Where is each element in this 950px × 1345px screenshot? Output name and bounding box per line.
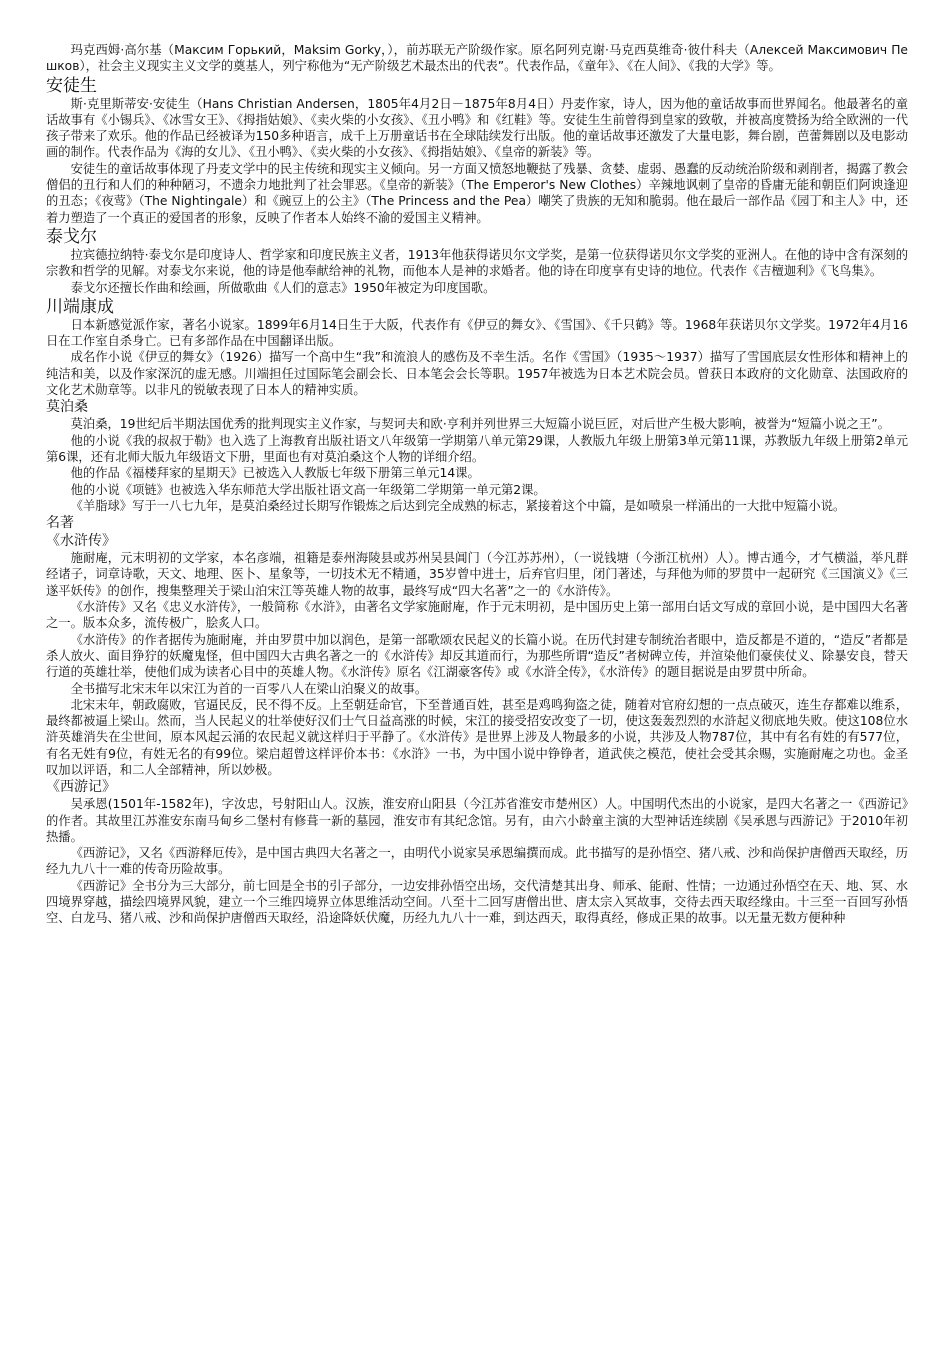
kawabata-section [46,297,908,398]
maupassant-paragraph-5: 《羊脂球》写于一八七九年，是莫泊桑经过长期写作锻炼之后达到完全成熟的标志，紧接着这个中篇，是如喷泉一样涌出的一大批中短篇小说。 [70,498,846,513]
gorky-section [46,42,908,75]
xiyou-paragraph-3: 《西游记》全书分为三大部分，前七回是全书的引子部分，一边安排孙悟空出场，交代清楚其出身、师承、能耐、性情；一边通过孙悟空在天、地、冥、水四境界穿越，描绘四境界风貌，建立一个三维四境界立体思维活动空间。八至十二回写唐僧出世、唐太宗入冥故事，交待去西天取经缘由。十三至一百回写孙悟空、白龙马、猪八戒、沙和尚保护唐僧西天取经，沿途降妖伏魔，历经九九八十一难，到达西天，取得真经，修成正果的故事。以无量无数方便种种 [46,878,908,926]
shuihu-paragraph-4: 全书描写北宋末年以宋江为首的一百零八人在梁山泊聚义的故事。 [70,681,428,696]
xiyou-paragraph-1: 吴承恩(1501年-1582年)，字汝忠，号射阳山人。汉族，淮安府山阳县（今江苏省淮安市楚州区）人。中国明代杰出的小说家，是四大名著之一《西游记》的作者。其故里江苏淮安东南马甸乡二堡村有修葺一新的墓园，淮安市有其纪念馆。另有，由六小龄童主演的大型神话连续剧《吴承恩与西游记》于2010年初热播。 [46,797,908,844]
andersen-heading: 安徒生 [46,75,97,96]
shuihu-paragraph-1: 施耐庵，元末明初的文学家，本名彦端，祖籍是泰州海陵县或苏州吴县阊门（今江苏苏州），（一说钱塘（今浙江杭州）人）。博古通今，才气横溢，举凡群经诸子，词章诗歌，天文、地理、医卜、星象等，一切技术无不精通，35岁曾中进士，后弃官归里，闭门著述，与拜他为师的罗贯中一起研究《三国演义》《三遂平妖传》的创作，搜集整理关于梁山泊宋江等英雄人物的故事，最终写成“四大名著”之一的《水浒传》。 [46,551,908,598]
classics-heading: 名著 [46,515,74,532]
maupassant-paragraph-4: 他的小说《项链》也被选入华东师范大学出版社语文高一年级第二学期第一单元第2课。 [70,482,546,497]
shuihu-paragraph-2: 《水浒传》又名《忠义水浒传》，一般简称《水浒》，由著名文学家施耐庵，作于元末明初，是中国历史上第一部用白话文写成的章回小说，是中国四大名著之一。版本众多，流传极广，脍炙人口。 [46,600,908,631]
document-page [46,42,908,927]
xiyou-paragraph-2: 《西游记》，又名《西游释厄传》，是中国古典四大名著之一，由明代小说家吴承恩编撰而成。此书描写的是孙悟空、猪八戒、沙和尚保护唐僧西天取经，历经九九八十一难的传奇历险故事。 [46,846,908,877]
shuihu-paragraph-3: 《水浒传》的作者据传为施耐庵，并由罗贯中加以润色，是第一部歌颂农民起义的长篇小说。在历代封建专制统治者眼中，造反都是不道的，“造反”者都是杀人放火、面目狰狞的妖魔鬼怪，但中国四大古典名著之一的《水浒传》却反其道而行，为那些所谓“造反”者树碑立传，并渲染他们豪侠仗义、除暴安良，替天行道的英雄壮举，使他们成为读者心目中的英雄人物。《水浒传》原名《江湖豪客传》或《水浒全传》，《水浒传》的题目据说是由罗贯中所命。 [46,632,908,680]
maupassant-section [46,399,908,514]
kawabata-heading: 川端康成 [46,296,114,317]
shuihu-paragraph-5: 北宋末年，朝政腐败，官逼民反，民不得不反。上至朝廷命官，下至普通百姓，甚至是鸡鸣狗盗之徒，随着对官府幻想的一点点破灭，连生存都难以维系，最终都被逼上梁山。然而，当人民起义的壮举使好汉们士气日益高涨的时候，宋江的接受招安改变了一切，使这轰轰烈烈的水浒起义彻底地失败。使这108位水浒英雄消失在尘世间，原本风起云涌的农民起义就这样归于平静了。《水浒传》是世界上涉及人物最多的小说，共涉及人物787位，其中有名有姓的有577位，有名无姓有9位，有姓无名的有99位。梁启超曾这样评价本书：《水浒》一书，为中国小说中铮铮者，道武侠之模范，使社会受其余赐，实施耐庵之功也。金圣叹加以评语，和二人全部精神，所以妙极。 [46,697,908,777]
andersen-paragraph-2: 安徒生的童话故事体现了丹麦文学中的民主传统和现实主义倾向。另一方面又愤怒地鞭挞了残暴、贪婪、虚弱、愚蠢的反动统治阶级和剥削者，揭露了教会僧侣的丑行和人们的种种陋习，不遗余力地批判了社会罪恶。《皇帝的新装》（The Emperor's New Clothes）辛辣地讽刺了皇帝的昏庸无能和朝臣们阿谀逢迎的丑态；《夜莺》（The Nightingale）和《豌豆上的公主》（The Princess and the Pea）嘲笑了贵族的无知和脆弱。他在最后一部作品《园丁和主人》中，还着力塑造了一个真正的爱国者的形象，反映了作者本人始终不渝的爱国主义精神。 [46,161,908,225]
shuihu-heading: 《水浒传》 [46,533,116,550]
kawabata-paragraph-1: 日本新感觉派作家，著名小说家。1899年6月14日生于大阪，代表作有《伊豆的舞女》、《雪国》、《千只鹤》等。1968年获诺贝尔文学奖。1972年4月16日在工作室自杀身亡。已有多部作品在中国翻译出版。 [46,317,908,349]
maupassant-heading: 莫泊桑 [46,399,88,416]
kawabata-paragraph-2: 成名作小说《伊豆的舞女》（1926）描写一个高中生“我”和流浪人的感伤及不幸生活。名作《雪国》（1935～1937）描写了雪国底层女性形体和精神上的纯洁和美，以及作家深沉的虚无感。川端担任过国际笔会副会长、日本笔会会长等职。1957年被选为日本艺术院会员。曾获日本政府的文化勋章、法国政府的文化艺术勋章等。以非凡的锐敏表现了日本人的精神实质。 [46,350,908,398]
xiyou-heading: 《西游记》 [46,779,116,796]
maupassant-paragraph-2: 他的小说《我的叔叔于勒》也入选了上海教育出版社语文八年级第一学期第八单元第29课，人教版九年级上册第3单元第11课，苏教版九年级上册第2单元第6课，还有北师大版九年级语文下册，里面也有对莫泊桑这个人物的详细介绍。 [46,433,908,464]
gorky-paragraph-1: 玛克西姆·高尔基（Максим Горький，Maksim Gorky，），前苏联无产阶级作家。原名阿列克谢·马克西莫维奇·彼什科夫（Алексей Максимович Пешков），社会主义现实主义文学的奠基人，列宁称他为“无产阶级艺术最杰出的代表”。代表作品，《童年》、《在人间》、《我的大学》等。 [46,43,908,74]
andersen-section [46,76,908,226]
tagore-heading: 泰戈尔 [46,226,97,247]
classics-section [46,515,908,927]
maupassant-paragraph-3: 他的作品《福楼拜家的星期天》已被选入人教版七年级下册第三单元14课。 [70,466,480,481]
tagore-section [46,227,908,296]
tagore-paragraph-2: 泰戈尔还擅长作曲和绘画，所做歌曲《人们的意志》1950年被定为印度国歌。 [70,280,496,295]
maupassant-paragraph-1: 莫泊桑，19世纪后半期法国优秀的批判现实主义作家，与契诃夫和欧·亨利并列世界三大短篇小说巨匠，对后世产生极大影响，被誉为“短篇小说之王”。 [70,417,890,432]
andersen-paragraph-1: 斯·克里斯蒂安·安徒生（Hans Christian Andersen，1805年4月2日－1875年8月4日）丹麦作家，诗人，因为他的童话故事而世界闻名。他最著名的童话故事有《小锡兵》、《冰雪女王》、《拇指姑娘》、《卖火柴的小女孩》、《丑小鸭》和《红鞋》等。安徒生生前曾得到皇家的致敬，并被高度赞扬为给全欧洲的一代孩子带来了欢乐。他的作品已经被译为150多种语言，成千上万册童话书在全球陆续发行出版。他的童话故事还激发了大量电影，舞台剧，芭蕾舞剧以及电影动画的制作。代表作品为《海的女儿》、《丑小鸭》、《卖火柴的小女孩》、《拇指姑娘》、《皇帝的新装》等。 [46,96,908,160]
tagore-paragraph-1: 拉宾德拉纳特·泰戈尔是印度诗人、哲学家和印度民族主义者，1913年他获得诺贝尔文学奖，是第一位获得诺贝尔文学奖的亚洲人。在他的诗中含有深刻的宗教和哲学的见解。对泰戈尔来说，他的诗是他奉献给神的礼物，而他本人是神的求婚者。他的诗在印度享有史诗的地位。代表作《吉檀迦利》《飞鸟集》。 [46,247,908,279]
